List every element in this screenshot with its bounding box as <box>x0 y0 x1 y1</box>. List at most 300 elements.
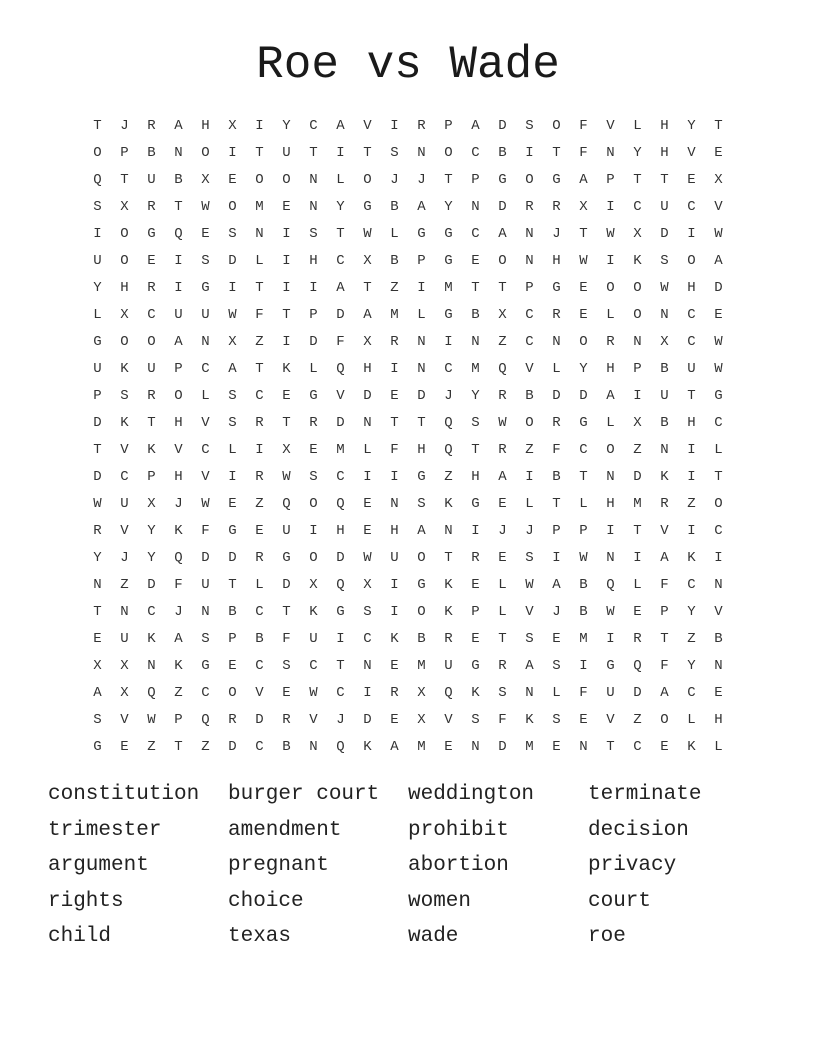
grid-letter: J <box>552 604 561 620</box>
grid-letter: D <box>633 685 642 701</box>
grid-letter: O <box>633 280 642 296</box>
grid-letter: J <box>120 550 129 566</box>
grid-letter: O <box>660 712 669 728</box>
grid-letter: G <box>444 307 453 323</box>
grid-letter: E <box>390 712 399 728</box>
grid-letter: T <box>444 550 453 566</box>
grid-letter: E <box>363 496 372 512</box>
grid-row <box>84 141 732 168</box>
grid-letter: W <box>201 199 210 215</box>
grid-letter: H <box>417 442 426 458</box>
grid-letter: J <box>552 226 561 242</box>
grid-letter: A <box>228 361 237 377</box>
grid-letter: V <box>120 712 129 728</box>
grid-letter: X <box>498 307 507 323</box>
grid-letter: K <box>633 253 642 269</box>
grid-letter: L <box>309 361 318 377</box>
grid-letter: G <box>309 388 318 404</box>
grid-letter: G <box>444 253 453 269</box>
grid-letter: A <box>417 523 426 539</box>
grid-letter: N <box>201 604 210 620</box>
grid-letter: D <box>714 280 723 296</box>
grid-letter: Q <box>336 577 345 593</box>
grid-letter: E <box>147 253 156 269</box>
grid-letter: C <box>687 334 696 350</box>
grid-letter: E <box>498 550 507 566</box>
grid-letter: O <box>174 388 183 404</box>
grid-letter: E <box>228 496 237 512</box>
word-list-item: decision <box>588 818 689 842</box>
grid-letter: S <box>93 199 102 215</box>
grid-letter: R <box>147 280 156 296</box>
grid-letter: I <box>363 469 372 485</box>
grid-letter: D <box>201 550 210 566</box>
grid-letter: N <box>93 577 102 593</box>
grid-letter: U <box>174 307 183 323</box>
grid-letter: C <box>525 307 534 323</box>
grid-letter: B <box>255 631 264 647</box>
grid-letter: L <box>390 226 399 242</box>
grid-letter: U <box>120 496 129 512</box>
grid-letter: L <box>525 496 534 512</box>
grid-letter: K <box>471 685 480 701</box>
grid-letter: C <box>309 658 318 674</box>
grid-row <box>84 330 732 357</box>
grid-letter: I <box>390 604 399 620</box>
grid-letter: C <box>201 361 210 377</box>
grid-letter: C <box>714 523 723 539</box>
grid-letter: C <box>120 469 129 485</box>
grid-letter: J <box>444 388 453 404</box>
grid-letter: M <box>471 361 480 377</box>
grid-letter: G <box>201 280 210 296</box>
grid-letter: D <box>363 388 372 404</box>
grid-letter: Q <box>498 361 507 377</box>
grid-letter: A <box>174 334 183 350</box>
grid-letter: I <box>687 226 696 242</box>
grid-letter: T <box>93 118 102 134</box>
grid-letter: P <box>444 118 453 134</box>
grid-letter: U <box>687 361 696 377</box>
grid-letter: T <box>255 145 264 161</box>
grid-letter: T <box>120 172 129 188</box>
grid-letter: Q <box>444 442 453 458</box>
grid-letter: X <box>93 658 102 674</box>
grid-letter: O <box>228 685 237 701</box>
grid-letter: G <box>417 577 426 593</box>
grid-letter: S <box>282 658 291 674</box>
grid-letter: T <box>579 469 588 485</box>
grid-letter: B <box>714 631 723 647</box>
grid-letter: S <box>201 253 210 269</box>
grid-letter: I <box>633 550 642 566</box>
grid-letter: E <box>498 496 507 512</box>
grid-letter: T <box>660 172 669 188</box>
grid-row <box>84 222 732 249</box>
grid-letter: L <box>498 577 507 593</box>
grid-letter: F <box>579 118 588 134</box>
grid-letter: I <box>687 469 696 485</box>
grid-letter: N <box>174 145 183 161</box>
grid-letter: U <box>147 361 156 377</box>
grid-letter: I <box>606 631 615 647</box>
grid-letter: N <box>579 739 588 755</box>
grid-letter: Z <box>687 631 696 647</box>
grid-letter: X <box>120 658 129 674</box>
grid-letter: I <box>606 199 615 215</box>
grid-row <box>84 303 732 330</box>
grid-letter: Y <box>147 523 156 539</box>
grid-letter: V <box>687 145 696 161</box>
grid-letter: O <box>309 550 318 566</box>
grid-letter: D <box>93 469 102 485</box>
grid-letter: C <box>309 118 318 134</box>
grid-letter: O <box>417 550 426 566</box>
grid-letter: T <box>147 415 156 431</box>
grid-row <box>84 168 732 195</box>
grid-letter: E <box>390 658 399 674</box>
grid-letter: D <box>579 388 588 404</box>
grid-letter: H <box>174 469 183 485</box>
grid-letter: R <box>147 388 156 404</box>
grid-letter: U <box>660 388 669 404</box>
grid-letter: D <box>228 739 237 755</box>
grid-letter: T <box>309 145 318 161</box>
grid-letter: G <box>147 226 156 242</box>
grid-letter: L <box>93 307 102 323</box>
grid-letter: X <box>201 172 210 188</box>
word-list-item: texas <box>228 925 292 948</box>
grid-letter: E <box>687 172 696 188</box>
grid-letter: W <box>201 496 210 512</box>
grid-letter: I <box>606 523 615 539</box>
grid-letter: I <box>390 361 399 377</box>
word-list-item: argument <box>48 854 149 877</box>
grid-letter: I <box>336 631 345 647</box>
grid-letter: U <box>660 199 669 215</box>
grid-letter: C <box>525 334 534 350</box>
grid-letter: A <box>606 388 615 404</box>
grid-letter: I <box>552 550 561 566</box>
grid-letter: H <box>174 415 183 431</box>
grid-letter: H <box>687 415 696 431</box>
grid-letter: Q <box>201 712 210 728</box>
grid-letter: C <box>687 199 696 215</box>
grid-letter: Z <box>174 685 183 701</box>
grid-letter: C <box>633 739 642 755</box>
grid-letter: Y <box>471 388 480 404</box>
grid-letter: I <box>633 388 642 404</box>
grid-letter: Z <box>390 280 399 296</box>
grid-letter: A <box>579 172 588 188</box>
grid-letter: L <box>336 172 345 188</box>
word-list-item: child <box>48 925 112 948</box>
grid-letter: K <box>309 604 318 620</box>
grid-letter: N <box>471 334 480 350</box>
grid-letter: R <box>444 631 453 647</box>
grid-letter: C <box>255 739 264 755</box>
grid-letter: X <box>120 199 129 215</box>
grid-letter: M <box>633 496 642 512</box>
grid-letter: P <box>552 523 561 539</box>
grid-letter: J <box>120 118 129 134</box>
grid-letter: W <box>282 469 291 485</box>
grid-letter: I <box>309 523 318 539</box>
grid-letter: O <box>255 172 264 188</box>
grid-letter: N <box>552 334 561 350</box>
grid-letter: Y <box>444 199 453 215</box>
grid-letter: T <box>282 307 291 323</box>
grid-letter: D <box>147 577 156 593</box>
grid-letter: A <box>498 226 507 242</box>
grid-letter: I <box>174 253 183 269</box>
grid-letter: A <box>174 118 183 134</box>
grid-letter: R <box>552 307 561 323</box>
grid-letter: R <box>93 523 102 539</box>
grid-letter: I <box>282 280 291 296</box>
grid-letter: A <box>336 280 345 296</box>
grid-letter: E <box>228 658 237 674</box>
grid-letter: T <box>471 280 480 296</box>
grid-letter: K <box>444 604 453 620</box>
grid-letter: R <box>147 199 156 215</box>
grid-letter: C <box>147 604 156 620</box>
grid-letter: E <box>201 226 210 242</box>
grid-letter: E <box>579 712 588 728</box>
grid-letter: J <box>174 496 183 512</box>
grid-letter: H <box>660 118 669 134</box>
grid-letter: W <box>660 280 669 296</box>
grid-letter: K <box>687 739 696 755</box>
grid-letter: D <box>633 469 642 485</box>
grid-letter: V <box>120 442 129 458</box>
grid-row <box>84 465 732 492</box>
grid-letter: N <box>525 685 534 701</box>
grid-letter: X <box>309 577 318 593</box>
grid-letter: Z <box>633 442 642 458</box>
grid-letter: R <box>471 550 480 566</box>
grid-letter: R <box>255 550 264 566</box>
grid-letter: R <box>552 415 561 431</box>
grid-letter: N <box>309 739 318 755</box>
grid-letter: H <box>309 253 318 269</box>
grid-letter: Y <box>282 118 291 134</box>
grid-letter: T <box>93 604 102 620</box>
grid-row <box>84 654 732 681</box>
grid-letter: H <box>714 712 723 728</box>
grid-letter: Q <box>606 577 615 593</box>
page-title: Roe vs Wade <box>256 39 560 91</box>
grid-letter: P <box>120 145 129 161</box>
grid-letter: I <box>228 280 237 296</box>
grid-letter: N <box>201 334 210 350</box>
grid-letter: A <box>552 577 561 593</box>
grid-letter: I <box>390 118 399 134</box>
grid-letter: R <box>633 631 642 647</box>
grid-letter: P <box>660 604 669 620</box>
grid-letter: L <box>687 712 696 728</box>
grid-row <box>84 411 732 438</box>
grid-letter: M <box>417 658 426 674</box>
grid-letter: Q <box>93 172 102 188</box>
grid-letter: C <box>633 199 642 215</box>
grid-letter: Z <box>444 469 453 485</box>
grid-letter: G <box>417 469 426 485</box>
grid-letter: E <box>120 739 129 755</box>
grid-letter: P <box>228 631 237 647</box>
grid-letter: C <box>201 442 210 458</box>
grid-letter: W <box>93 496 102 512</box>
grid-letter: G <box>579 415 588 431</box>
word-list-item: prohibit <box>408 818 509 842</box>
grid-letter: D <box>552 388 561 404</box>
grid-letter: G <box>606 658 615 674</box>
grid-letter: E <box>228 172 237 188</box>
grid-letter: Y <box>93 550 102 566</box>
grid-letter: G <box>471 658 480 674</box>
grid-letter: K <box>282 361 291 377</box>
grid-letter: N <box>147 658 156 674</box>
grid-letter: W <box>714 226 723 242</box>
grid-letter: E <box>552 631 561 647</box>
grid-letter: A <box>525 658 534 674</box>
grid-letter: W <box>363 226 372 242</box>
grid-letter: I <box>579 658 588 674</box>
grid-letter: T <box>633 172 642 188</box>
grid-letter: D <box>336 550 345 566</box>
grid-letter: L <box>552 361 561 377</box>
grid-letter: X <box>363 577 372 593</box>
grid-letter: O <box>363 172 372 188</box>
grid-letter: L <box>363 442 372 458</box>
grid-letter: G <box>444 226 453 242</box>
grid-letter: I <box>525 469 534 485</box>
grid-letter: S <box>201 631 210 647</box>
grid-letter: C <box>687 307 696 323</box>
grid-letter: E <box>714 145 723 161</box>
grid-letter: R <box>660 496 669 512</box>
grid-letter: H <box>201 118 210 134</box>
grid-letter: U <box>444 658 453 674</box>
grid-letter: H <box>606 496 615 512</box>
grid-letter: S <box>417 496 426 512</box>
grid-letter: F <box>579 145 588 161</box>
grid-letter: X <box>228 334 237 350</box>
grid-letter: N <box>606 469 615 485</box>
grid-letter: C <box>471 226 480 242</box>
grid-letter: N <box>309 172 318 188</box>
grid-letter: O <box>606 442 615 458</box>
grid-letter: I <box>363 685 372 701</box>
grid-letter: K <box>390 631 399 647</box>
grid-letter: G <box>336 604 345 620</box>
grid-letter: E <box>579 280 588 296</box>
grid-letter: G <box>93 334 102 350</box>
grid-letter: I <box>687 523 696 539</box>
grid-letter: C <box>255 604 264 620</box>
grid-letter: F <box>552 442 561 458</box>
grid-letter: T <box>660 631 669 647</box>
grid-letter: X <box>417 712 426 728</box>
word-list-item: weddington <box>408 783 535 806</box>
grid-letter: J <box>336 712 345 728</box>
grid-letter: A <box>363 307 372 323</box>
grid-row <box>84 681 732 708</box>
grid-letter: N <box>606 145 615 161</box>
grid-letter: U <box>606 685 615 701</box>
grid-letter: E <box>714 307 723 323</box>
grid-letter: B <box>282 739 291 755</box>
grid-letter: X <box>714 172 723 188</box>
grid-letter: O <box>606 280 615 296</box>
grid-letter: O <box>417 604 426 620</box>
grid-letter: I <box>174 280 183 296</box>
grid-letter: F <box>282 631 291 647</box>
grid-letter: N <box>417 361 426 377</box>
grid-letter: C <box>201 685 210 701</box>
grid-letter: N <box>660 442 669 458</box>
grid-letter: T <box>444 172 453 188</box>
grid-letter: X <box>417 685 426 701</box>
grid-letter: D <box>498 199 507 215</box>
grid-letter: Z <box>255 334 264 350</box>
grid-letter: N <box>390 496 399 512</box>
grid-letter: O <box>714 496 723 512</box>
grid-letter: I <box>93 226 102 242</box>
grid-letter: P <box>147 469 156 485</box>
grid-letter: B <box>174 172 183 188</box>
grid-letter: O <box>579 334 588 350</box>
grid-letter: S <box>552 712 561 728</box>
grid-letter: E <box>579 307 588 323</box>
grid-letter: S <box>525 550 534 566</box>
grid-letter: B <box>579 604 588 620</box>
grid-letter: V <box>714 604 723 620</box>
grid-letter: M <box>336 442 345 458</box>
grid-letter: D <box>660 226 669 242</box>
grid-letter: S <box>228 226 237 242</box>
grid-letter: I <box>282 226 291 242</box>
grid-letter: C <box>687 577 696 593</box>
grid-letter: S <box>120 388 129 404</box>
grid-letter: C <box>336 685 345 701</box>
grid-letter: D <box>228 253 237 269</box>
grid-letter: T <box>606 739 615 755</box>
grid-letter: Y <box>336 199 345 215</box>
grid-letter: S <box>309 469 318 485</box>
grid-letter: A <box>93 685 102 701</box>
grid-letter: E <box>471 253 480 269</box>
grid-letter: V <box>363 118 372 134</box>
grid-letter: W <box>363 550 372 566</box>
grid-letter: F <box>336 334 345 350</box>
grid-letter: T <box>714 118 723 134</box>
grid-letter: E <box>444 739 453 755</box>
grid-row <box>84 114 732 141</box>
grid-letter: C <box>336 469 345 485</box>
grid-letter: Q <box>174 550 183 566</box>
grid-letter: I <box>255 118 264 134</box>
grid-row <box>84 276 732 303</box>
grid-letter: B <box>579 577 588 593</box>
grid-letter: H <box>363 361 372 377</box>
grid-letter: G <box>552 280 561 296</box>
grid-letter: D <box>417 388 426 404</box>
grid-letter: Q <box>336 361 345 377</box>
grid-letter: T <box>687 388 696 404</box>
grid-letter: H <box>471 469 480 485</box>
word-list-item: roe <box>588 925 626 948</box>
